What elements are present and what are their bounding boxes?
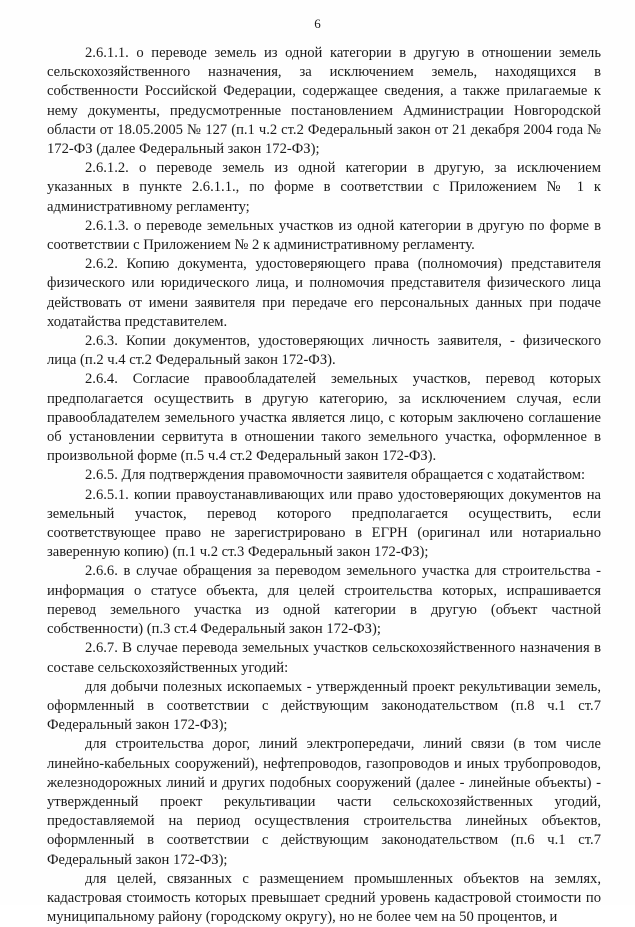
- paragraph-linear-objects: для строительства дорог, линий электропередачи, линий связи (в том числе линейно-кабельных сооружений), нефтепроводов, газопроводов и иных трубопроводов, железнодорожных линий и других подобных сооружений (далее - линейные объекты) - утвержденный проект рекультивации части сельскохозяйственных угодий, предоставляемой на период осуществления строительства линейных объектов, оформленный в соответствии с действующим законодательством (п.6 ч.1 ст.7 Федеральный закон 172-ФЗ);: [47, 736, 601, 868]
- page-number: 6: [314, 16, 321, 31]
- paragraph-mining: для добычи полезных ископаемых - утвержденный проект рекультивации земель, оформленный в соответствии с действующим законодательством (п.8 ч.1 ст.7 Федеральный закон 172-ФЗ);: [47, 678, 601, 734]
- paragraph-2-6-2: 2.6.2. Копию документа, удостоверяющего права (полномочия) представителя физического или юридического лица, и полномочия представителя физического лица действовать от имени заявителя при передаче его персональных данных при подаче ходатайства представителем.: [47, 256, 601, 330]
- paragraph-2-6-1-3: 2.6.1.3. о переводе земельных участков из одной категории в другую по форме в соответствии с Приложением № 2 к административному регламенту.: [47, 217, 601, 254]
- paragraph-2-6-5-1: 2.6.5.1. копии правоустанавливающих или право удостоверяющих документов на земельный участок, перевод которого предполагается осуществить, если соответствующее право не зарегистрировано в ЕГРН (оригинал или нотариально заверенную копию) (п.1 ч.2 ст.3 Федеральный закон 172-ФЗ);: [47, 486, 601, 561]
- paragraph-2-6-6: 2.6.6. в случае обращения за переводом земельного участка для строительства - информация о статусе объекта, для целей строительства которых, испрашивается перевод земельного участка из одной категории в другую (объект частной собственности) (п.3 ст.4 Федеральный закон 172-ФЗ);: [47, 563, 601, 638]
- paragraph-2-6-3: 2.6.3. Копии документов, удостоверяющих личность заявителя, - физического лица (п.2 ч.4 ст.2 Федеральный закон 172-ФЗ).: [47, 333, 601, 369]
- paragraph-2-6-7: 2.6.7. В случае перевода земельных участков сельскохозяйственного назначения в составе сельскохозяйственных угодий:: [47, 640, 601, 676]
- paragraph-2-6-5: 2.6.5. Для подтверждения правомочности заявителя обращается с ходатайством:: [85, 467, 586, 484]
- document-body: [47, 44, 601, 927]
- paragraph-2-6-4: 2.6.4. Согласие правообладателей земельных участков, перевод которых предполагается осуществить в другую категорию, за исключением случая, если правообладателем земельного участка является лицо, с которым заключено соглашение об установлении сервитута в отношении такого земельного участка, оформленное в произвольной форме (п.5 ч.4 ст.2 Федеральный закон 172-ФЗ).: [47, 371, 601, 465]
- paragraph-2-6-1-2: 2.6.1.2. о переводе земель из одной категории в другую, за исключением указанных в пункте 2.6.1.1., по форме в соответствии с Приложением № 1 к административному регламенту;: [47, 160, 601, 215]
- paragraph-industrial-objects: для целей, связанных с размещением промышленных объектов на землях, кадастровая стоимость которых превышает средний уровень кадастровой стоимости по муниципальному району (городскому округу), но не более чем на 50 процентов, и: [47, 870, 601, 926]
- paragraph-2-6-1-1: 2.6.1.1. о переводе земель из одной категории в другую в отношении земель сельскохозяйственного назначения, за исключением земель, находящихся в собственности Российской Федерации, содержащее сведения, а также прилагаемые к нему документы, предусмотренные постановлением Администрации Новгородской области от 18.05.2005 № 127 (п.1 ч.2 ст.2 Федеральный закон от 21 декабря 2004 года № 172-ФЗ (далее Федеральный закон 172-ФЗ);: [47, 45, 601, 158]
